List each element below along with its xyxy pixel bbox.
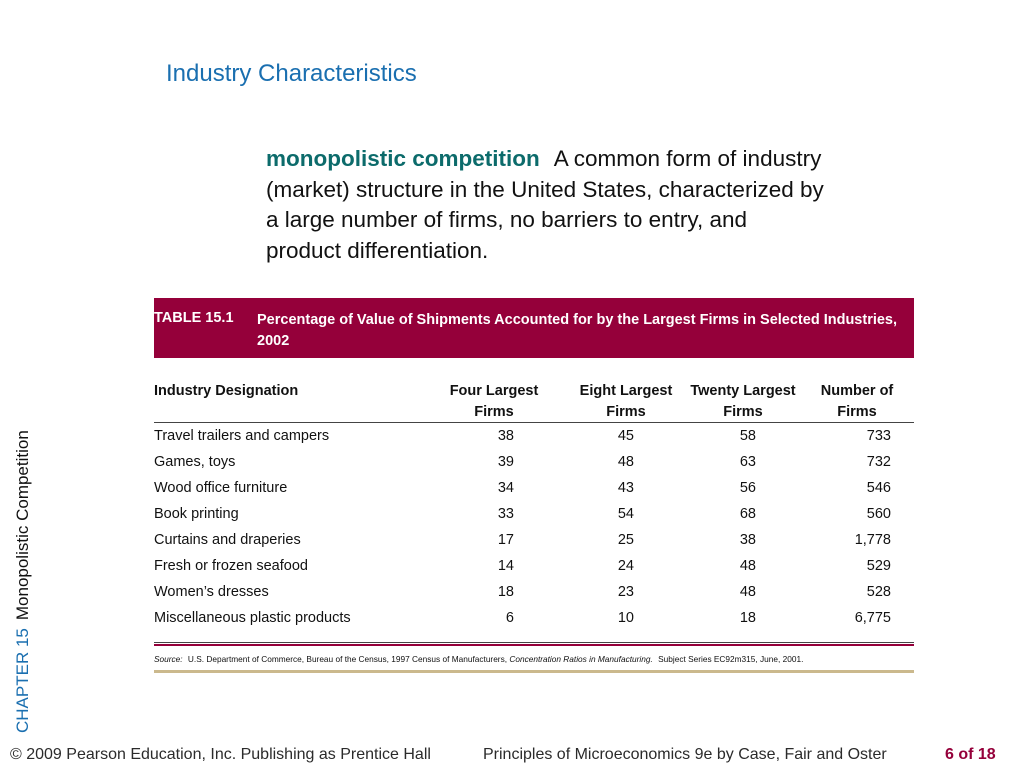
cell-eight-largest: 25 [617, 532, 634, 548]
cell-industry: Games, toys [154, 454, 236, 470]
table-bottom-rule [154, 642, 914, 643]
cell-number-of-firms: 733 [866, 428, 891, 444]
table-row [154, 502, 914, 528]
cell-four-largest: 17 [497, 532, 514, 548]
cell-number-of-firms: 528 [866, 584, 891, 600]
table-title-bar [154, 298, 914, 358]
definition-text: A common form of industry (market) structure in the United States, characterized by a large number of firms, no barriers to entry, and product differentiation. [266, 146, 824, 263]
definition-term: monopolistic competition [266, 146, 540, 171]
chapter-side-label [10, 373, 36, 733]
column-header-four-largest: Four Largest Firms [449, 383, 539, 420]
cell-four-largest: 14 [497, 558, 514, 574]
cell-number-of-firms: 732 [866, 454, 891, 470]
table-source-note [154, 654, 914, 664]
table-row [154, 476, 914, 502]
cell-twenty-largest: 48 [739, 558, 756, 574]
table-body [154, 424, 914, 632]
cell-eight-largest: 48 [617, 454, 634, 470]
column-header-industry: Industry Designation [154, 383, 299, 399]
cell-twenty-largest: 38 [739, 532, 756, 548]
table-bottom-accent [154, 644, 914, 646]
footer-copyright: © 2009 Pearson Education, Inc. Publishing as Prentice Hall [10, 746, 431, 763]
cell-four-largest: 18 [497, 584, 514, 600]
cell-twenty-largest: 56 [739, 480, 756, 496]
cell-number-of-firms: 560 [866, 506, 891, 522]
cell-industry: Women’s dresses [154, 584, 269, 600]
cell-four-largest: 34 [497, 480, 514, 496]
header-divider [154, 422, 914, 423]
definition-block [266, 144, 826, 266]
cell-eight-largest: 54 [617, 506, 634, 522]
source-series: Subject Series EC92m315, June, 2001. [658, 654, 804, 664]
table-title: Percentage of Value of Shipments Accounted for by the Largest Firms in Selected Industries, 2002 [257, 312, 898, 349]
table-row [154, 580, 914, 606]
cell-industry: Book printing [154, 506, 239, 522]
cell-twenty-largest: 48 [739, 584, 756, 600]
cell-four-largest: 6 [505, 610, 514, 626]
source-publication: Concentration Ratios in Manufacturing. [509, 654, 653, 664]
cell-eight-largest: 10 [617, 610, 634, 626]
cell-four-largest: 38 [497, 428, 514, 444]
cell-twenty-largest: 58 [739, 428, 756, 444]
table-row [154, 424, 914, 450]
column-header-eight-largest: Eight Largest Firms [579, 383, 673, 420]
table-row [154, 554, 914, 580]
cell-eight-largest: 23 [617, 584, 634, 600]
cell-twenty-largest: 68 [739, 506, 756, 522]
cell-eight-largest: 43 [617, 480, 634, 496]
cell-number-of-firms: 529 [866, 558, 891, 574]
cell-four-largest: 39 [497, 454, 514, 470]
source-bottom-rule [154, 670, 914, 673]
slide-title: Industry Characteristics [166, 60, 417, 87]
footer-book-title: Principles of Microeconomics 9e by Case, Fair and Oster [483, 746, 887, 763]
chapter-number: CHAPTER 15 [13, 628, 32, 733]
table-number: TABLE 15.1 [154, 310, 234, 326]
column-header-number-of-firms: Number of Firms [820, 383, 894, 420]
cell-industry: Wood office furniture [154, 480, 288, 496]
cell-eight-largest: 45 [617, 428, 634, 444]
table-row [154, 528, 914, 554]
cell-industry: Travel trailers and campers [154, 428, 330, 444]
cell-number-of-firms: 6,775 [854, 610, 891, 626]
cell-eight-largest: 24 [617, 558, 634, 574]
source-text: U.S. Department of Commerce, Bureau of the Census, 1997 Census of Manufacturers, [187, 654, 508, 664]
table-row [154, 606, 914, 632]
cell-twenty-largest: 63 [739, 454, 756, 470]
table-row [154, 450, 914, 476]
source-label: Source: [154, 654, 183, 664]
cell-number-of-firms: 1,778 [854, 532, 891, 548]
cell-four-largest: 33 [497, 506, 514, 522]
chapter-topic: Monopolistic Competition [13, 430, 32, 621]
cell-twenty-largest: 18 [739, 610, 756, 626]
cell-industry: Miscellaneous plastic products [154, 610, 351, 626]
column-header-twenty-largest: Twenty Largest Firms [690, 383, 796, 420]
footer-page-number: 6 of 18 [945, 746, 996, 763]
cell-industry: Curtains and draperies [154, 532, 301, 548]
cell-industry: Fresh or frozen seafood [154, 558, 308, 574]
cell-number-of-firms: 546 [866, 480, 891, 496]
